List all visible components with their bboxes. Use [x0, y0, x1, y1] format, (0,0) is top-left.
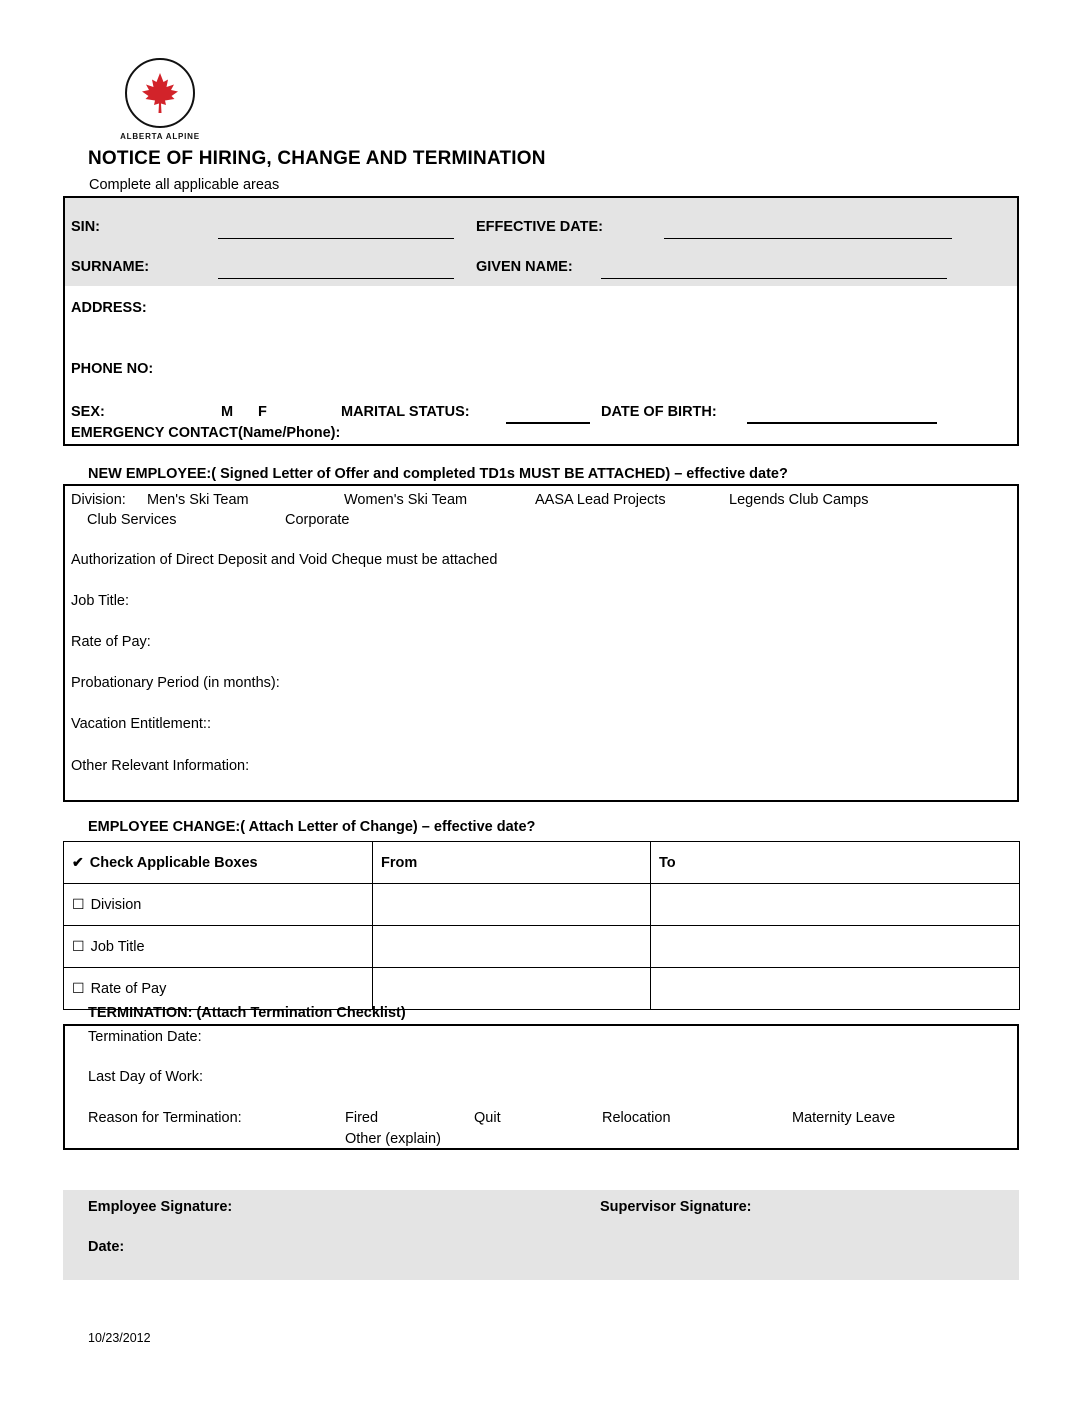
revision-date: 10/23/2012 [88, 1331, 151, 1345]
supervisor-signature-label: Supervisor Signature: [600, 1199, 752, 1215]
employee-change-heading: EMPLOYEE CHANGE:( Attach Letter of Change) – effective date? [88, 819, 536, 835]
other-relevant-info-label: Other Relevant Information: [71, 758, 250, 774]
direct-deposit-note: Authorization of Direct Deposit and Void Cheque must be attached [71, 552, 498, 568]
reason-option-maternity-leave[interactable]: Maternity Leave [792, 1110, 896, 1126]
reason-option-quit[interactable]: Quit [474, 1110, 501, 1126]
sex-option-male[interactable]: M [221, 404, 234, 420]
given-name-input[interactable] [601, 278, 947, 279]
checkbox-rate-of-pay-icon[interactable]: ☐ [72, 980, 85, 996]
column-header-to: To [651, 842, 1020, 884]
reason-option-other[interactable]: Other (explain) [345, 1131, 441, 1147]
new-employee-box [63, 484, 1019, 802]
rate-of-pay-label: Rate of Pay: [71, 634, 151, 650]
reason-option-fired[interactable]: Fired [345, 1110, 379, 1126]
reason-for-termination-label: Reason for Termination: [88, 1110, 242, 1126]
sin-input[interactable] [218, 238, 454, 239]
row-from-job-title[interactable] [373, 926, 651, 968]
row-label-rate-of-pay[interactable] [64, 968, 373, 1010]
column-header-check-label: Check Applicable Boxes [89, 855, 258, 871]
column-header-from: From [373, 842, 651, 884]
division-option-legends-club-camps[interactable]: Legends Club Camps [729, 492, 869, 508]
logo [110, 58, 210, 141]
page-subtitle: Complete all applicable areas [89, 177, 280, 193]
emergency-contact-label: EMERGENCY CONTACT(Name/Phone): [71, 425, 341, 441]
table-row [64, 926, 1020, 968]
row-label-job-title[interactable] [64, 926, 373, 968]
given-name-label: GIVEN NAME: [476, 259, 573, 275]
row-from-division[interactable] [373, 884, 651, 926]
row-label-division[interactable] [64, 884, 373, 926]
division-option-aasa-lead-projects[interactable]: AASA Lead Projects [535, 492, 666, 508]
job-title-label: Job Title: [71, 593, 130, 609]
logo-circle [125, 58, 195, 128]
employee-signature-label: Employee Signature: [88, 1199, 233, 1215]
marital-status-input[interactable] [506, 422, 590, 424]
effective-date-input[interactable] [664, 238, 952, 239]
last-day-of-work-label: Last Day of Work: [88, 1069, 203, 1085]
address-label: ADDRESS: [71, 300, 147, 316]
row-label-rate-of-pay-text: Rate of Pay [90, 981, 167, 997]
termination-box [63, 1024, 1019, 1150]
sin-label: SIN: [71, 219, 100, 235]
checkbox-division-icon[interactable]: ☐ [72, 896, 85, 912]
column-header-check [64, 842, 373, 884]
row-to-rate-of-pay[interactable] [651, 968, 1020, 1010]
table-row [64, 968, 1020, 1010]
surname-input[interactable] [218, 278, 454, 279]
employee-change-table [63, 841, 1020, 1010]
new-employee-heading: NEW EMPLOYEE:( Signed Letter of Offer and completed TD1s MUST BE ATTACHED) – effective date? [88, 466, 788, 482]
division-option-womens-ski-team[interactable]: Women's Ski Team [344, 492, 468, 508]
division-option-corporate[interactable]: Corporate [285, 512, 350, 528]
phone-label: PHONE NO: [71, 361, 154, 377]
vacation-entitlement-label: Vacation Entitlement:: [71, 716, 211, 732]
row-label-job-title-text: Job Title [90, 939, 145, 955]
row-to-division[interactable] [651, 884, 1020, 926]
maple-leaf-icon [140, 72, 180, 114]
surname-label: SURNAME: [71, 259, 150, 275]
sex-option-female[interactable]: F [258, 404, 267, 420]
signature-date-label: Date: [88, 1239, 125, 1255]
row-label-division-text: Division [90, 897, 142, 913]
marital-status-label: MARITAL STATUS: [341, 404, 470, 420]
termination-heading: TERMINATION: (Attach Termination Checklist) [88, 1005, 406, 1021]
checkbox-job-title-icon[interactable]: ☐ [72, 938, 85, 954]
division-option-mens-ski-team[interactable]: Men's Ski Team [147, 492, 249, 508]
effective-date-label: EFFECTIVE DATE: [476, 219, 604, 235]
logo-text: ALBERTA ALPINE [120, 132, 200, 141]
row-from-rate-of-pay[interactable] [373, 968, 651, 1010]
sex-label: SEX: [71, 404, 105, 420]
division-option-club-services[interactable]: Club Services [87, 512, 177, 528]
reason-option-relocation[interactable]: Relocation [602, 1110, 671, 1126]
dob-input[interactable] [747, 422, 937, 424]
probationary-period-label: Probationary Period (in months): [71, 675, 280, 691]
table-row [64, 884, 1020, 926]
checkmark-icon: ✔ [72, 854, 84, 870]
page-title: NOTICE OF HIRING, CHANGE AND TERMINATION [88, 148, 546, 169]
division-label: Division: [71, 492, 126, 508]
dob-label: DATE OF BIRTH: [601, 404, 717, 420]
table-header-row [64, 842, 1020, 884]
termination-date-label: Termination Date: [88, 1029, 202, 1045]
row-to-job-title[interactable] [651, 926, 1020, 968]
